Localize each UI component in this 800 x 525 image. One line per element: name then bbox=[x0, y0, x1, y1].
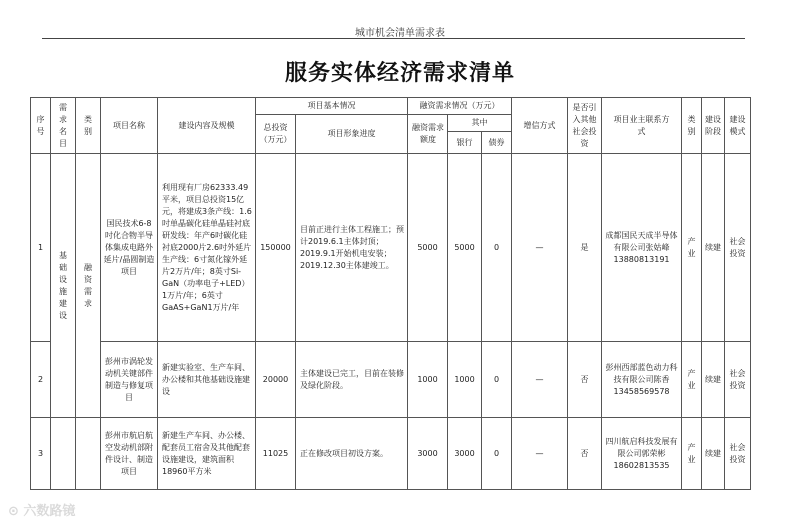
cell-stage: 续建 bbox=[702, 342, 725, 418]
cell-progress: 目前正进行主体工程施工；预计2019.6.1主体封顶；2019.9.1开始机电安装；2019.12.30主体建竣工。 bbox=[296, 154, 408, 342]
cell-mode: 社会投资 bbox=[725, 154, 751, 342]
column-header-other-capital: 是否引入其他社会投资 bbox=[568, 98, 602, 154]
column-header-content: 建设内容及规模 bbox=[158, 98, 256, 154]
column-header-increment: 增信方式 bbox=[512, 98, 568, 154]
cell-content: 新建实验室、生产车间、办公楼和其他基础设施建设 bbox=[158, 342, 256, 418]
cell-project-name: 国民技术6-8吋化合物半导体集成电路外延片/晶圆制造项目 bbox=[101, 154, 158, 342]
cell-finance-amount: 5000 bbox=[408, 154, 448, 342]
cell-owner-contact: 成都国民天成半导体有限公司张姑峰13880813191 bbox=[602, 154, 682, 342]
cell-other-capital: 否 bbox=[568, 342, 602, 418]
cell-mode: 社会投资 bbox=[725, 418, 751, 490]
column-header-finance-amount: 融资需求额度 bbox=[408, 115, 448, 154]
column-header-demand-name: 需求名目 bbox=[51, 98, 76, 154]
cell-stage: 续建 bbox=[702, 418, 725, 490]
cell-progress: 主体建设已完工，目前在装修及绿化阶段。 bbox=[296, 342, 408, 418]
watermark-text: 六数路镜 bbox=[23, 504, 76, 519]
cell-content: 新建生产车间、办公楼、配套员工宿舍及其他配套设施建设，建筑面积18960平方米 bbox=[158, 418, 256, 490]
table-row bbox=[31, 342, 751, 418]
cell-increment: — bbox=[512, 418, 568, 490]
cell-increment: — bbox=[512, 342, 568, 418]
cell-type: 产业 bbox=[682, 342, 702, 418]
cell-demand-name bbox=[51, 418, 76, 490]
cell-category bbox=[76, 418, 101, 490]
cell-total-invest: 150000 bbox=[256, 154, 296, 342]
cell-progress: 正在修改项目初设方案。 bbox=[296, 418, 408, 490]
header-rule bbox=[42, 38, 745, 39]
column-header-category: 类别 bbox=[76, 98, 101, 154]
page-title: 服务实体经济需求清单 bbox=[284, 60, 515, 86]
column-header-owner-contact: 项目业主联系方式 bbox=[602, 98, 682, 154]
cell-finance-amount: 1000 bbox=[408, 342, 448, 418]
column-header-total-invest: 总投资（万元） bbox=[256, 115, 296, 154]
cell-demand-name: 基础设施建设 bbox=[51, 154, 76, 418]
watermark bbox=[8, 500, 75, 519]
cell-type: 产业 bbox=[682, 154, 702, 342]
column-group-finance: 融资需求情况（万元） bbox=[408, 98, 512, 115]
demand-table bbox=[30, 97, 751, 490]
cell-bank: 3000 bbox=[448, 418, 482, 490]
cell-bank: 1000 bbox=[448, 342, 482, 418]
cell-owner-contact: 彭州西部蓝色动力科技有限公司陈香13458569578 bbox=[602, 342, 682, 418]
cell-seq: 2 bbox=[31, 342, 51, 418]
cell-content: 利用现有厂房62333.49平米，项目总投资15亿元，将建成3条产线：1.6吋单晶碳化硅单晶硅衬底研发线：年产6吋碳化硅衬底2000片2.6吋外延片生产线：6寸氮化镓外延片2万片/年；8英寸Si-GaN（功率电子+LED）1万片/年；6英寸GaAS+GaN1万片/年 bbox=[158, 154, 256, 342]
header-caption: 城市机会清单需求表 bbox=[355, 28, 445, 39]
cell-project-name: 彭州市涡轮发动机关键部件制造与修复项目 bbox=[101, 342, 158, 418]
table-row bbox=[31, 418, 751, 490]
column-header-mode: 建设模式 bbox=[725, 98, 751, 154]
cell-owner-contact: 四川航启科技发展有限公司郭荣彬18602813535 bbox=[602, 418, 682, 490]
cell-increment: — bbox=[512, 154, 568, 342]
column-header-progress: 项目形象进度 bbox=[296, 115, 408, 154]
column-header-bank: 银行 bbox=[448, 132, 482, 154]
cell-bond: 0 bbox=[482, 418, 512, 490]
column-group-basic: 项目基本情况 bbox=[256, 98, 408, 115]
cell-stage: 续建 bbox=[702, 154, 725, 342]
column-header-stage: 建设阶段 bbox=[702, 98, 725, 154]
column-header-bond: 债券 bbox=[482, 132, 512, 154]
cell-type: 产业 bbox=[682, 418, 702, 490]
cell-total-invest: 20000 bbox=[256, 342, 296, 418]
cell-bond: 0 bbox=[482, 342, 512, 418]
column-header-project-name: 项目名称 bbox=[101, 98, 158, 154]
ring-logo-icon: ⊙ bbox=[8, 504, 24, 519]
cell-mode: 社会投资 bbox=[725, 342, 751, 418]
table-row bbox=[31, 154, 751, 342]
cell-bond: 0 bbox=[482, 154, 512, 342]
cell-other-capital: 否 bbox=[568, 418, 602, 490]
cell-seq: 1 bbox=[31, 154, 51, 342]
cell-bank: 5000 bbox=[448, 154, 482, 342]
cell-total-invest: 11025 bbox=[256, 418, 296, 490]
cell-other-capital: 是 bbox=[568, 154, 602, 342]
column-header-seq: 序号 bbox=[31, 98, 51, 154]
cell-finance-amount: 3000 bbox=[408, 418, 448, 490]
column-header-type: 类别 bbox=[682, 98, 702, 154]
cell-project-name: 彭州市航启航空发动机部附件设计、制造项目 bbox=[101, 418, 158, 490]
column-header-among: 其中 bbox=[448, 115, 512, 132]
cell-category: 融资需求 bbox=[76, 154, 101, 418]
cell-seq: 3 bbox=[31, 418, 51, 490]
